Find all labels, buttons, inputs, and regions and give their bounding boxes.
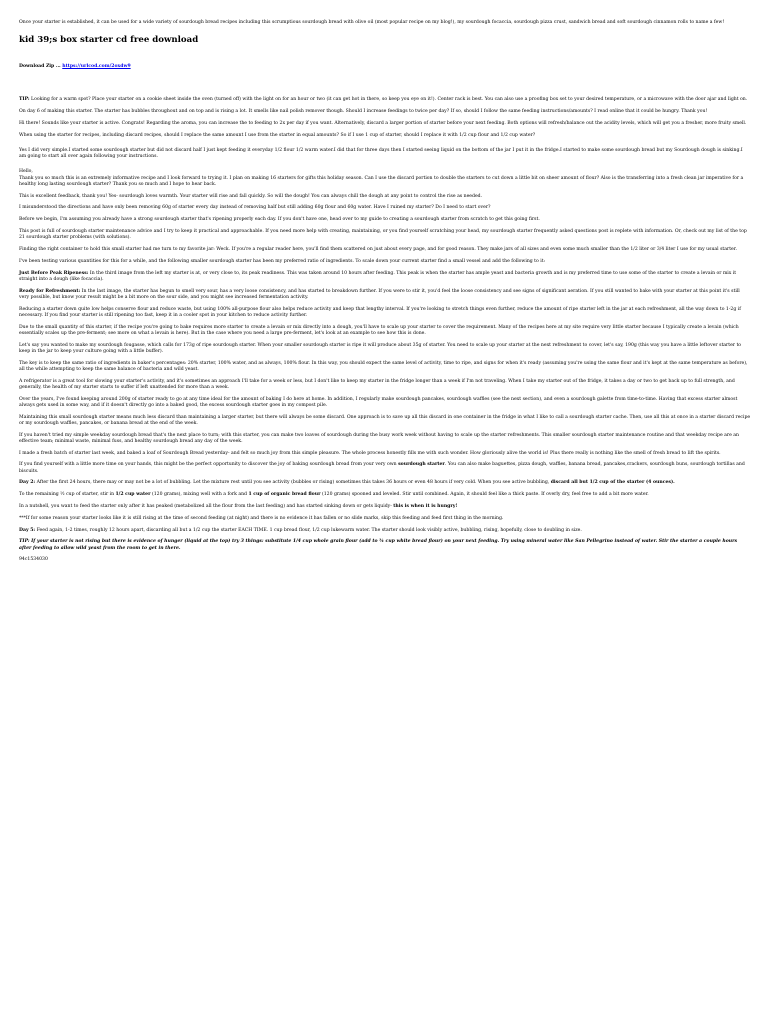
body-paragraph xyxy=(19,539,751,551)
body-paragraph xyxy=(19,504,751,510)
paragraph-text: If you haven't tried my simple weekday sourdough bread that's the next place to turn; with this starter, you can make two loaves of sourdough during the busy work week without having to scale up the starter refreshments. This smaller sourdough starter maintenance routine and that weekday recipe are an effective team; minimal waste, minimal fuss, and healthy sourdough bread any day of the week. xyxy=(19,432,739,444)
bold-text: Day 5: xyxy=(19,527,36,533)
paragraph-text: Maintaining this small sourdough starter means much less discard than maintaining a larger starter, but there will always be some discard. One approach is to save up all this discard in one container in the fridge in what I like to call a sourdough starter cache. Then, use all this at once in a starter discard recipe or my sourdough waffles, pancakes, or banana bread at the end of the week. xyxy=(19,414,751,426)
paragraph-text: On day 6 of making this starter. The starter has bubbles throughout and on top and is rising a lot. It smells like nail polish remover though. Should I increase feedings to twice per day? If so, should I follow the same feeding instructions/amounts? I read online that it could be hungry. Thank you! xyxy=(19,109,708,115)
body-paragraph xyxy=(19,121,751,127)
paragraph-text: Reducing a starter down quite low helps conserve flour and reduce waste, but using 100% all-purpose flour also helps reduce activity and keep that lengthy interval. If you're looking to stretch things even further, reduce the amount of ripe starter left in the jar at each refreshment, all the way down to 1-2g if necessary. If you find your starter is still ripening too fast, keep it in a cooler spot in your kitchen to reduce activity further. xyxy=(19,306,741,318)
paragraph-text: Yes I did very simple.I started some sourdough starter but did not discard half I just kept feeding it everyday 1/2 flour 1/2 warm water.I did that for three days then I started seeing liquid on the bottom of the jar I put it in the fridge.I started to make some sourdough bread but my Sourdough dough is sinking.I am going to start all over again following your instructions. xyxy=(19,148,743,160)
download-label: Download Zip ... xyxy=(19,64,61,70)
download-link[interactable]: https://urlcod.com/2oxdw9 xyxy=(62,64,131,70)
body-paragraph xyxy=(19,361,751,373)
body-paragraph xyxy=(19,397,751,409)
article-body xyxy=(19,97,751,551)
paragraph-text: I made a fresh batch of starter last week, and baked a loaf of Sourdough Bread yesterday- and felt so much joy from this simple pleasure. The whole process honestly fills me with such wonder. How gloriously alive the world is! Plus there really is nothing like the smell of fresh bread to lift the spirits. xyxy=(19,450,721,456)
paragraph-text: In the third image from the left my starter is at, or very close to, its peak readiness. This was taken around 10 hours after feeding. This peak is when the starter has ample yeast and bacteria growth and is my preferred time to use some of the starter to create a levain or mix it straight into a dough (like focaccia). xyxy=(19,270,737,282)
body-paragraph xyxy=(19,528,751,534)
body-paragraph xyxy=(19,217,751,223)
bold-text: this is when it is hungry! xyxy=(393,503,458,509)
body-paragraph xyxy=(19,480,751,486)
bold-text: discard all but 1/2 cup of the starter (4 ounces). xyxy=(550,480,675,486)
paragraph-text: The key is to keep the same ratio of ingredients in baker's percentages: 20% starter, 100% water, and as always, 100% flour. In this way, you should expect the same level of activity, time to ripe, and signs for when it's ready (assuming you're using the same flour and it's kept at the same temperature as before), all the while attempting to keep the same balance of bacteria and wild yeast. xyxy=(19,360,748,372)
body-paragraph xyxy=(19,462,751,474)
body-paragraph xyxy=(19,247,751,253)
body-paragraph xyxy=(19,343,751,355)
body-paragraph xyxy=(19,194,751,200)
body-paragraph xyxy=(19,148,751,160)
body-paragraph xyxy=(19,169,751,188)
paragraph-text: Due to the small quantity of this starter, if the recipe you're going to bake requires more starter to create a levain or mix directly into a dough, you'll have to scale up your starter to cover the requirement. Many of the recipes here at my site require very little starter because I typically create a levain (which essentially scales up the pre-ferment; see more on what a levain is here). But in the case where you need a large pre-ferment, let's look at an example to see how this is done. xyxy=(19,324,739,336)
body-paragraph xyxy=(19,259,751,265)
paragraph-text: To the remaining ½ cup of starter, stir in xyxy=(19,492,116,498)
bold-text: 1/2 cup water xyxy=(115,492,151,498)
footer-code: 94c1534030 xyxy=(19,557,48,563)
bold-text: Day 2: xyxy=(19,480,36,486)
paragraph-text: In a nutshell, you want to feed the starter only after it has peaked (metabolized all the flour from the last feeding) and has started sinking down or gets liquidy- xyxy=(19,503,394,509)
body-paragraph xyxy=(19,289,751,301)
bold-text: Just Before Peak Ripeness: xyxy=(19,270,89,276)
bold-text: 1 cup of organic bread flour xyxy=(248,492,321,498)
body-paragraph xyxy=(19,415,751,427)
bold-text: sourdough starter xyxy=(398,462,445,468)
paragraph-text: After the first 24 hours, there may or may not be a lot of bubbling. Let the mixture rest until you see activity (bubbles or rising) sometimes this takes 36 hours or even 48 hours if very cold. When you see active bubbling, xyxy=(35,480,551,486)
body-paragraph xyxy=(19,97,751,103)
body-paragraph xyxy=(19,379,751,391)
bold-text: Ready for Refreshment: xyxy=(19,288,81,294)
paragraph-text: I misunderstood the directions and have only been removing 60g of starter every day instead of removing half but still adding 60g flour and 60g water. Have I ruined my starter? Do I need to start over? xyxy=(19,205,491,211)
page-title: kid 39;s box starter cd free download xyxy=(19,35,199,46)
body-paragraph xyxy=(19,492,751,498)
body-paragraph xyxy=(19,516,751,522)
paragraph-text: . You can also make baguettes, pizza dough, waffles, banana bread, pancakes,crackers, sourdough buns, sourdough tortillas and biscuits. xyxy=(19,462,745,474)
paragraph-text: I've been testing various quantities for this for a while, and the following smaller sourdough starter has been my preferred ratio of ingredients. To scale down your current starter find a small vessel and add the following to it: xyxy=(19,258,546,264)
body-paragraph xyxy=(19,109,751,115)
intro-paragraph: Once your starter is established, it can be used for a wide variety of sourdough bread recipes including this scrumptious sourdough bread with olive oil (most popular recipe on my blog!), my sourdough focaccia, sourdough pizza crust, sandwich bread and soft sourdough cinnamon rolls to name a few! xyxy=(19,20,725,25)
paragraph-text: Hi there! Sounds like your starter is active. Congrats! Regarding the aroma, you can increase the to feeding to 2x per day if you want. Alternatively, discard a larger portion of starter before your next feeding. Both options will refresh/balance out the acidity levels, which will get you a fresher, more fruity smell. xyxy=(19,121,747,126)
paragraph-text: (120 grams), mixing well with a fork and xyxy=(150,492,249,498)
paragraph-text: Hello, Thank you so much this is an extremely informative recipe and I look forward to trying it. I plan on making 16 starters for gifts this holiday season. Can I use the discard portion to double the starters to cut down a little bit on sheer amount of flour? Also is the transferring into a fresh clean jar imperative for a healthy long lasting sourdough starter? Thank you so much and I hope to hear back. xyxy=(19,169,744,187)
body-paragraph xyxy=(19,433,751,445)
paragraph-text: Looking for a warm spot? Place your starter on a cookie sheet inside the oven (turned off) with the light on for an hour or two (it can get hot in there, so keep you eye on it!). Center rack is best. You can also use a proofing box set to your desired temperature, or a microwave with the door ajar and light on. xyxy=(29,97,748,103)
paragraph-text: In the last image, the starter has begun to smell very sour, has a very loose consistency, and has started to breakdown further. If you were to stir it, you'd feel the loose consistency and see signs of significant aeration. If you still wanted to bake with your starter at this point it's still very possible, but know your result might be a bit more on the sour side, and you might see increased fermentation activity. xyxy=(19,288,740,300)
paragraph-text: A refrigerator is a great tool for slowing your starter's activity, and it's sometimes an approach I'll take for a week or less, but I don't like to keep my starter in the fridge longer than a week if I'm not traveling. When I take my starter out of the fridge, it takes a day or two to get back up to full strength, and generally, the health of my starter starts to suffer if left unattended for more than a week. xyxy=(19,378,735,390)
paragraph-text: Over the years, I've found keeping around 200g of starter ready to go at any time ideal for the amount of baking I do here at home. In addition, I regularly make sourdough pancakes, sourdough waffles (see the next section), and even a sourdough galette from time-to-time. Having that excess starter almost always gets used in some way, and if it doesn't directly go into a baked good, the excess sourdough starter goes in my compost pile. xyxy=(19,396,738,408)
body-paragraph xyxy=(19,133,751,139)
download-line xyxy=(19,64,751,70)
paragraph-text: When using the starter for recipes, including discard recipes, should I replace the same amount I use from the starter in equal amounts? So if I use 1 cup of starter, should I replace it with 1/2 cup flour and 1/2 cup water? xyxy=(19,132,536,138)
paragraph-text: If you find yourself with a little more time on your hands, this might be the perfect opportunity to discover the joy of baking sourdough bread from your very own xyxy=(19,462,399,468)
paragraph-text: Let's say you wanted to make my sourdough fougasse, which calls for 173g of ripe sourdough starter. When your smaller sourdough starter is ripe it will produce about 35g of starter. You need to scale up your starter at the next refreshment to cover, let's say, 190g (this way you have a little leftover starter to keep in the jar to keep your culture going with a little buffer). xyxy=(19,342,742,354)
paragraph-text: This is excellent feedback, thank you! Yes- sourdough loves warmth. Your starter will rise and fall quickly. So will the dough! You can always chill the dough at any point to control the rise as needed. xyxy=(19,193,483,199)
body-paragraph xyxy=(19,325,751,337)
body-paragraph xyxy=(19,229,751,241)
paragraph-text: Before we begin, I'm assuming you already have a strong sourdough starter that's ripening properly each day. If you don't have one, head over to my guide to creating a sourdough starter from scratch to get this going first. xyxy=(19,217,540,223)
body-paragraph xyxy=(19,205,751,211)
paragraph-text: ***If for some reason your starter looks like it is still rising at the time of second feeding (at night) and there is no evidence it has fallen or no slide marks, skip this feeding and feed first thing in the morning. xyxy=(19,515,504,521)
paragraph-text: (120 grams) spooned and leveled. Stir until combined. Again, it should feel like a thick paste. If overly dry, feel free to add a bit more water. xyxy=(320,492,649,498)
body-paragraph xyxy=(19,271,751,283)
paragraph-text: Finding the right container to hold this small starter had me turn to my favorite jar: Weck. If you're a regular reader here, you'll find them scattered on just about every page, and for good reason. They make jars of all sizes and even some much smaller than the 1/2 liter or 3/4 liter I use for my usual starter. xyxy=(19,247,737,252)
bold-text: TIP: xyxy=(19,97,30,103)
paragraph-text: This post is full of sourdough starter maintenance advice and I try to keep it practical and approachable. If you need more help with creating, maintaining, or you find yourself scratching your head, my sourdough starter frequently asked questions post is replete with information. Or, check out my list of the top 21 sourdough starter problems (with solutions). xyxy=(19,229,747,241)
paragraph-text: Feed again, 1-2 times, roughly 12 hours apart, discarding all but a 1/2 cup the starter EACH TIME. 1 cup bread flour, 1/2 cup lukewarm water. The starter should look visibly active, bubbling, rising, hopefully, close to doubling in size. xyxy=(35,527,582,533)
body-paragraph xyxy=(19,307,751,319)
paragraph-text: TIP: If your starter is not rising but there is evidence of hunger (liquid at the top) try 3 things: substitute 1/4 cup whole grain flour (add to ¾ cup white bread flour) on your next feeding. Try using mineral water like San Pellegrino instead of water. Stir the starter a couple hours after feeding to allow wild yeast from the room to get in there. xyxy=(19,539,738,551)
body-paragraph xyxy=(19,451,751,457)
